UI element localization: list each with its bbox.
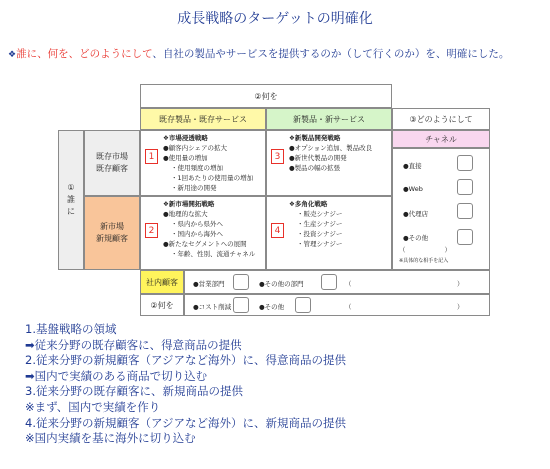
quadrant-1 [140,130,266,196]
list-item: ・1回あたりの使用量の増加 [171,174,254,182]
intro-rest: 、自社の製品やサービスを提供するのか（して行くのか）を、明確にした。 [152,48,510,60]
list-item: ➡国内で実績のある商品で切り込む [25,368,208,383]
checkbox-web[interactable] [457,179,473,195]
quadrant-4 [266,196,392,270]
channel-agency: ●代理店 [403,210,429,218]
new-market-label: 新市場 新規顧客 [84,196,140,270]
internal-sales: ●営業部門 [193,280,225,288]
diamond-bullet-icon: ❖ [8,50,17,60]
checkbox-other[interactable] [457,229,473,245]
checkbox-agency[interactable] [457,203,473,219]
list-item: 2.従来分野の新規顧客（アジアなど海外）に、得意商品の提供 [25,353,347,368]
quadrant-3 [266,130,392,196]
intro-text [8,47,542,63]
checkbox-direct[interactable] [457,155,473,171]
channel-other: ●その他 [403,234,429,242]
existing-market-label: 既存市場 既存顧客 [84,130,140,196]
channel-note: ※具体的な相手を記入 [399,258,449,264]
what-row-label: ②何を [140,294,184,316]
list-item: ●新たなセグメントへの展開 [163,240,247,248]
what-open-paren: （ [345,303,352,311]
quadrant-number: 3 [271,149,284,164]
who-header: ① 誰 に [58,130,84,270]
list-item: ●オプション追加、製品改良 [289,144,373,152]
list-item: ・生産シナジー [297,220,343,228]
list-item: ※国内実績を基に海外に切り込む [25,431,196,446]
strategy-list [25,322,346,447]
new-product-header: 新製品・新サービス [266,108,392,130]
quadrant-title: ❖新市場開拓戦略 [163,200,215,208]
quadrant-title: ❖多角化戦略 [289,200,328,208]
channel-list [392,148,490,270]
list-item: ・投資シナジー [297,230,343,238]
list-item: ●顧客内シェアの拡大 [163,144,228,152]
internal-customer-row [184,270,490,294]
list-item: 4.従来分野の新規顧客（アジアなど海外）に、新規商品の提供 [25,415,347,430]
intro-highlight: 誰に、何を、どのようにして [16,48,153,60]
quadrant-number: 2 [145,223,158,238]
list-item: ※まず、国内で実績を作り [25,399,161,414]
list-item: 1.基盤戦略の領域 [25,322,117,336]
what-close-paren: ） [457,303,464,311]
checkbox-what-other[interactable] [295,297,311,313]
existing-product-header: 既存製品・既存サービス [140,108,266,130]
quadrant-2 [140,196,266,270]
checkbox-sales[interactable] [233,274,249,290]
list-item: ・販売シナジー [297,210,343,218]
list-item: ・県内から県外へ [171,220,223,228]
quadrant-number: 4 [271,223,284,238]
list-item: ・管理シナジー [297,240,343,248]
what-header: ②何を [140,84,392,108]
list-item: ・新用途の開発 [171,184,217,192]
internal-open-paren: （ [345,280,352,288]
quadrant-title: ❖市場浸透戦略 [163,134,208,142]
channel-direct: ●直接 [403,162,422,170]
quadrant-number: 1 [145,149,158,164]
what-other: ●その他 [259,303,285,311]
channel-web: ●Web [403,185,423,193]
list-item: ・国内から海外へ [171,230,223,238]
page-title: 成長戦略のターゲットの明確化 [177,11,373,27]
checkbox-internal-other[interactable] [321,274,337,290]
quadrant-title: ❖新製品開発戦略 [289,134,341,142]
internal-customer-label: 社内顧客 [140,270,184,294]
checkbox-cost[interactable] [233,297,249,313]
list-item: ➡従来分野の既存顧客に、得意商品の提供 [25,337,242,352]
what-row [184,294,490,316]
list-item: ●新世代製品の開発 [289,154,347,162]
cost-reduction: ●コスト削減 [193,303,232,311]
list-item: ・年齢、性別、流通チャネル [171,250,256,258]
strategy-matrix [58,84,490,316]
list-item: ・使用頻度の増加 [171,164,223,172]
internal-close-paren: ） [457,280,464,288]
list-item: ●製品の幅の拡張 [289,164,341,172]
list-item: ●地理的な拡大 [163,210,208,218]
list-item: 3.従来分野の既存顧客に、新規商品の提供 [25,384,243,399]
channel-header: チャネル [392,130,490,148]
list-item: ●使用量の増加 [163,154,208,162]
how-header: ③どのようにして [392,108,490,130]
channel-other-paren: （ ） [399,246,451,254]
internal-other: ●その他の部門 [259,280,304,288]
